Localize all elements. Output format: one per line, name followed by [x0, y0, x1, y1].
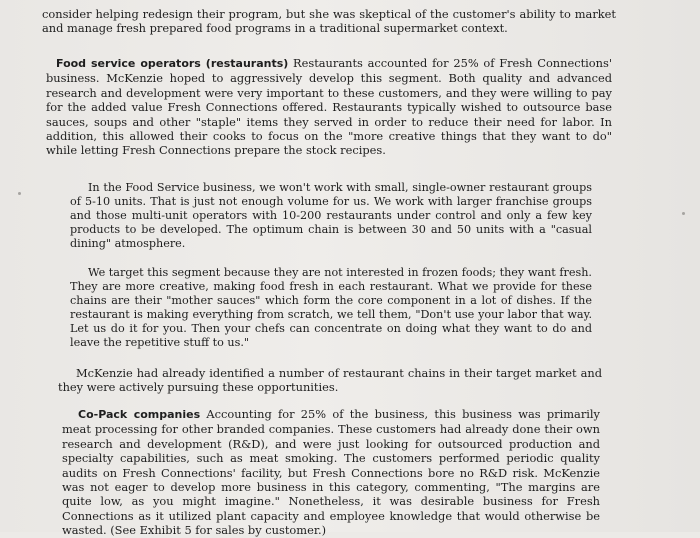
paragraph-intro-continuation — [42, 7, 616, 36]
paragraph-co-pack — [62, 407, 600, 538]
quote-text: We target this segment because they are not interested in frozen foods; they want fresh. They are more creative, making food fresh in each restaurant. What we provide for these chains are their "mother sauces" which form the core component in a lot of dishes. If the restaurant is making everything from scratch, we tell them, "Don't use your labor that way. Let us do it for you. Then your chefs can concentrate on doing what they want to do and leave the repetitive stuff to us." — [70, 266, 592, 349]
quote-text: In the Food Service business, we won't work with small, single-owner restaurant groups of 5-10 units. That is just not enough volume for us. We work with larger franchise groups and those multi-unit operators with 10-200 restaurants under control and only a few key products to be developed. The optimum chain is between 30 and 50 units with a "casual dining" atmosphere. — [70, 181, 592, 250]
paragraph-restaurant-chains — [58, 366, 602, 395]
paragraph-text: Restaurants accounted for 25% of Fresh Connections' business. McKenzie hoped to aggressively develop this segment. Both quality and advanced research and development were very important to these customers, and they were willing to pay for the added value Fresh Connections offered. Restaurants typically wished to outsource base sauces, soups and other "staple" items they served in order to reduce their need for labor. In addition, this allowed their cooks to focus on the "more creative things that they want to do" while letting Fresh Connections prepare the stock recipes. — [46, 56, 612, 158]
paragraph-text: McKenzie had already identified a number of restaurant chains in their target market and they were actively pursuing these opportunities. — [58, 366, 602, 395]
paragraph-text: consider helping redesign their program, but she was skeptical of the customer's ability to market and manage fresh prepared food programs in a traditional supermarket context. — [42, 7, 616, 36]
paragraph-text: Accounting for 25% of the business, this business was primarily meat processing for other branded companies. These customers had already done their own research and development (R&D), and were just looking for outsourced production and specialty capabilities, such as meat smoking. The customers performed periodic quality audits on Fresh Connections' facility, but Fresh Connections bore no R&D risk. McKenzie was not eager to develop more business in this category, commenting, "The margins are quite low, as you might imagine." Nonetheless, it was desirable business for Fresh Connections as it utilized plant capacity and employee knowledge that would otherwise be wasted. (See Exhibit 5 for sales by customer.) — [62, 407, 600, 538]
page-speck — [18, 192, 21, 195]
page-speck — [682, 212, 685, 215]
section-heading-food-service: Food service operators (restaurants) — [56, 57, 289, 70]
quote-food-service-2 — [70, 266, 592, 350]
paragraph-food-service — [46, 56, 612, 158]
quote-food-service-1 — [70, 181, 592, 251]
section-heading-co-pack: Co-Pack companies — [78, 408, 201, 421]
